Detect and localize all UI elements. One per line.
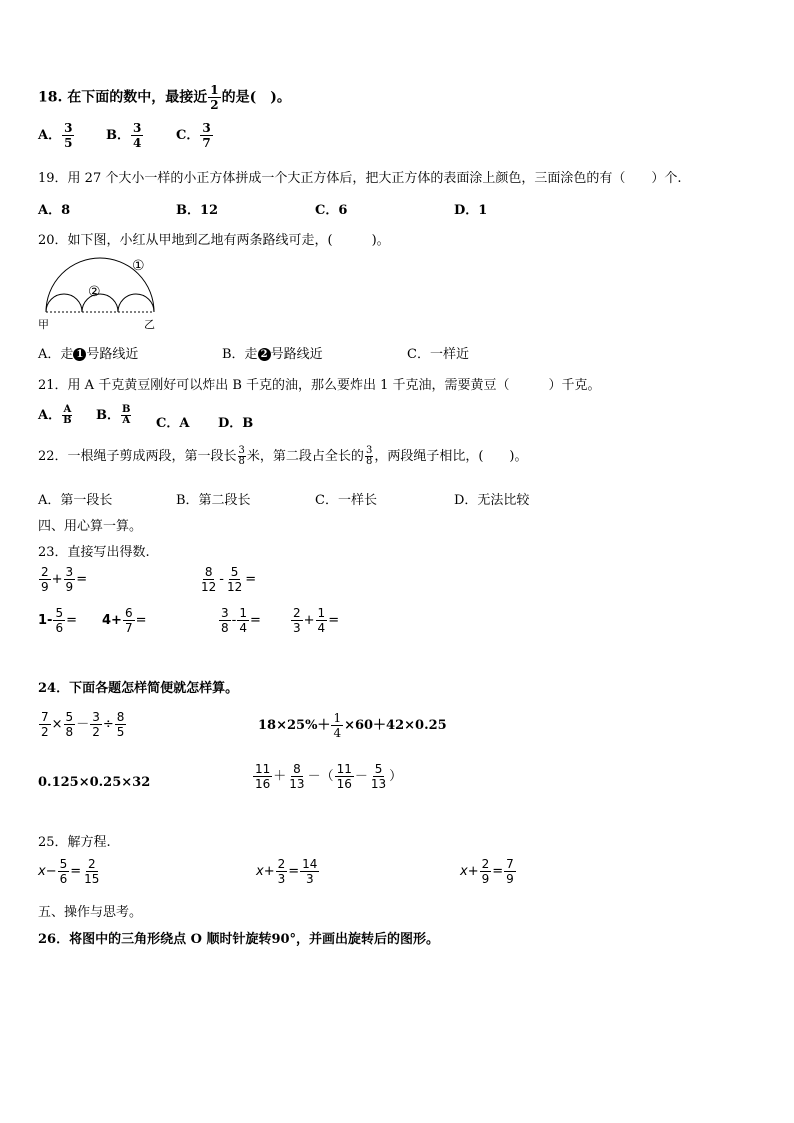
q24-expr-3: 0.125×0.25×32 [38,775,151,790]
q21-option-b: B． $\frac{B}{A}$ [96,404,131,426]
q25-equation-3: x+ $\frac{2}{9}$ = $\frac{7}{9}$ [460,857,514,886]
q23-text: 23．直接写出得数. [38,545,150,560]
q21-text: 21．用 A 千克黄豆刚好可以炸出 B 千克的油，那么要炸出 1 千克油，需要黄豆（ ）千克。 [38,378,601,393]
q18-option-b: B． $\frac{3}{4}$ [106,121,142,150]
q20-option-a: A．走 1 号路线近 [38,347,139,362]
q18-text-after: 的是( )。 [221,89,291,106]
q18 [38,84,291,111]
q24-text: 24．下面各题怎样简便就怎样算。 [38,681,239,696]
q23-expr-4: 4+ $\frac{6}{7}$ = [102,606,147,635]
route-1-label: ① [132,258,145,274]
q22-option-a: A．第一段长 [38,493,113,508]
q18-fraction: $\frac{1}{2}$ [210,83,219,112]
q20-text: 20．如下图，小红从甲地到乙地有两条路线可走，( )。 [38,233,390,248]
q24-expr-4: $\frac{11}{16}$ ＋ $\frac{8}{13}$ －（ $\frac{11}{16}$ － $\frac{5}{13}$ ） [255,762,403,791]
q22-option-d: D．无法比较 [454,493,530,508]
q18-option-a: A． $\frac{3}{5}$ [38,121,73,150]
route-2-arc-right [118,294,154,312]
q21-option-a: A． $\frac{A}{B}$ [38,404,72,426]
section-4-heading: 四、用心算一算。 [38,519,143,534]
q23-expr-2: $\frac{8}{12}$ - $\frac{5}{12}$ = [201,565,257,594]
q25-equation-1: x− $\frac{5}{6}$ = $\frac{2}{15}$ [38,857,100,886]
q26-text: 26．将图中的三角形绕点 O 顺时针旋转90°，并画出旋转后的图形。 [38,932,440,947]
q22-option-b: B．第二段长 [176,493,251,508]
q23-expr-6: $\frac{2}{3}$ + $\frac{1}{4}$ = [293,606,340,635]
q23-expr-3: 1- $\frac{5}{6}$ = [38,606,77,635]
circled-number-icon: 1 [73,348,86,361]
q19-option-d: D．1 [454,203,488,218]
q23-expr-5: $\frac{3}{8}$ - $\frac{1}{4}$ = [221,606,261,635]
q18-text-before: 在下面的数中，最接近 [67,89,208,106]
q20-option-c: C．一样近 [407,347,469,362]
q19-text: 19．用 27 个大小一样的小正方体拼成一个大正方体后，把大正方体的表面涂上颜色，三面涂色的有（ ）个. [38,171,682,186]
q19-option-a: A．8 [38,203,71,218]
q22-text: 22．一根绳子剪成两段，第一段长 $\frac{3}{8}$ 米，第二段占全长的 $\frac{3}{8}$ ，两段绳子相比，( )。 [38,445,528,467]
q20-option-b: B．走 2 号路线近 [222,347,323,362]
route-diagram [36,252,166,332]
q25-text: 25．解方程. [38,835,111,850]
section-5-heading: 五、操作与思考。 [38,905,143,920]
end-label: 乙 [144,318,155,331]
q23-expr-1: $\frac{2}{9}$ + $\frac{3}{9}$ = [41,565,88,594]
q24-expr-2: 18×25%＋ $\frac{1}{4}$ ×60＋42×0.25 [258,711,447,740]
route-2-arc-left [46,294,82,312]
circled-number-icon: 2 [258,348,271,361]
q21-option-d: D．B [218,416,254,431]
q24-expr-1: $\frac{7}{2}$ × $\frac{5}{8}$ － $\frac{3}{2}$ ÷ $\frac{8}{5}$ [41,710,125,739]
q18-option-c: C． $\frac{3}{7}$ [176,121,211,150]
q22-option-c: C．一样长 [315,493,377,508]
q19-option-b: B．12 [176,203,219,218]
q19-option-c: C．6 [315,203,348,218]
start-label: 甲 [38,318,49,331]
q25-equation-2: x+ $\frac{2}{3}$ = $\frac{14}{3}$ [256,857,318,886]
q21-option-c: C．A [156,416,190,431]
route-2-label: ② [88,284,101,300]
q18-number: 18. [38,89,63,106]
